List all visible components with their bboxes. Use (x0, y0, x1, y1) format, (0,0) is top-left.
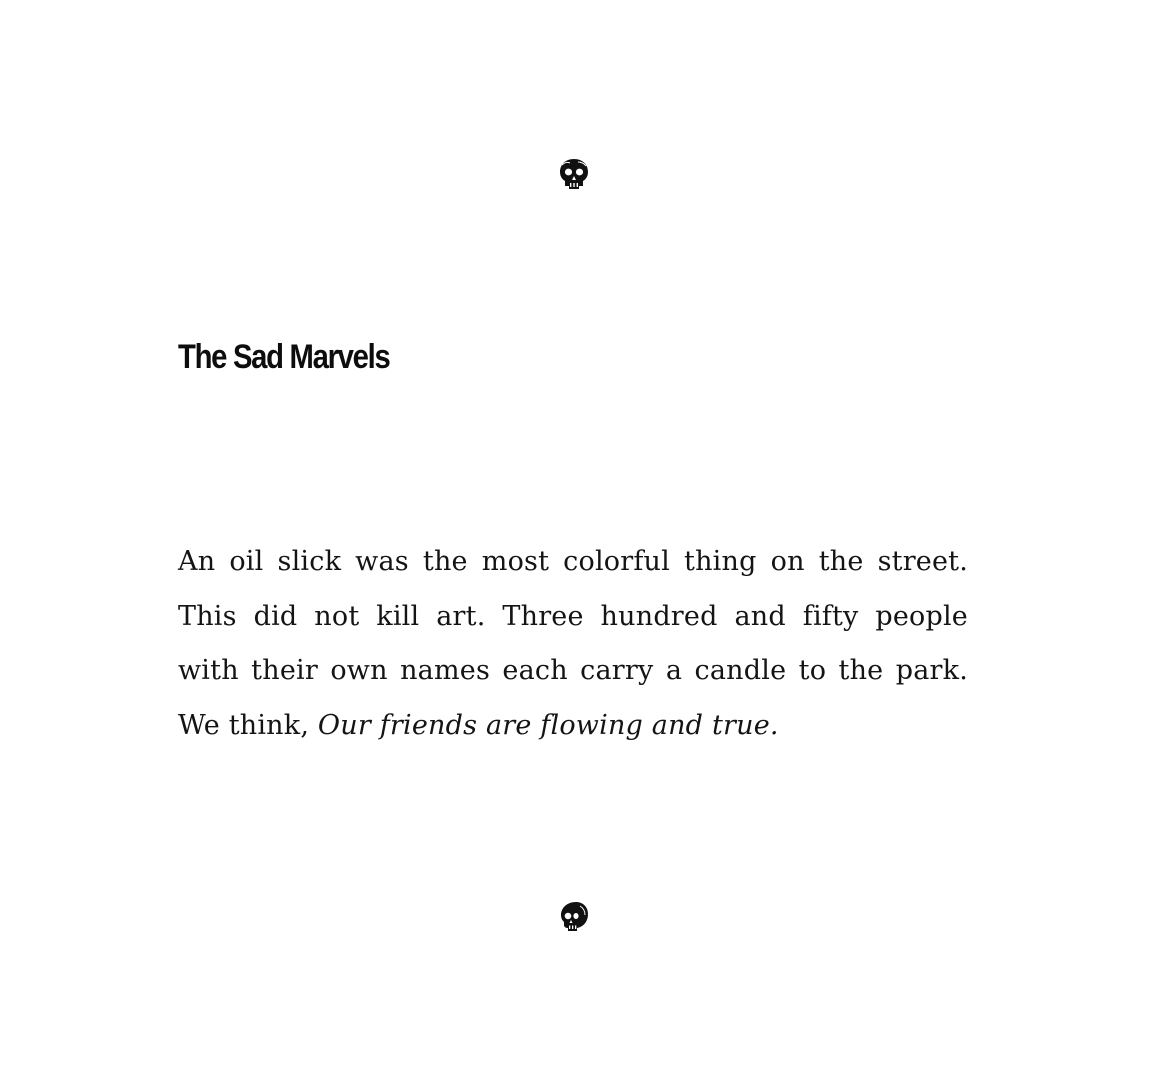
poem-paragraph (178, 535, 968, 753)
skull-icon (556, 156, 592, 192)
paragraph-last-line (178, 699, 968, 754)
page-title: The Sad Marvels (178, 338, 390, 376)
skull-icon (556, 898, 592, 934)
italic-quote: Our friends are flowing and true. (317, 709, 779, 741)
skull-ornament-bottom (556, 898, 592, 934)
skull-ornament-top (556, 156, 592, 192)
last-line-prefix: We think, (178, 709, 318, 741)
paragraph-line: with their own names each carry a candle to the park. (178, 655, 968, 686)
paragraph-line: An oil slick was the most colorful thing on the street. (178, 546, 968, 577)
paragraph-line: This did not kill art. Three hundred and fifty people (178, 600, 968, 632)
